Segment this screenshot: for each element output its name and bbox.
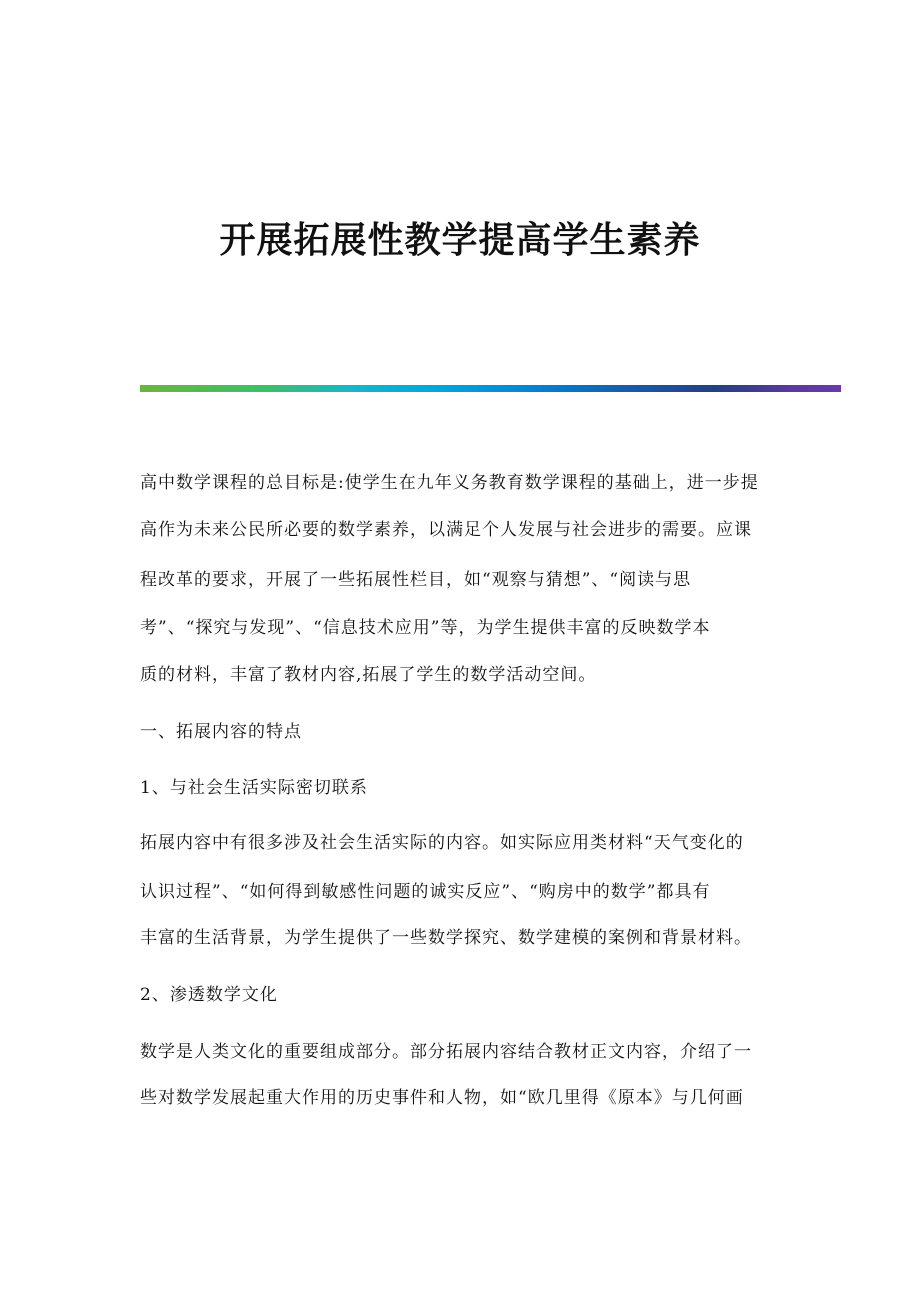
paragraph-line: 高中数学课程的总目标是:使学生在九年义务教育数学课程的基础上，进一步提 [140,473,759,493]
subsection-heading: 2、渗透数学文化 [140,985,278,1005]
paragraph-line: 程改革的要求，开展了一些拓展性栏目，如“观察与猜想”、“阅读与思 [140,570,692,590]
paragraph-line: 高作为未来公民所必要的数学素养，以满足个人发展与社会进步的需要。应课 [140,520,752,540]
paragraph-line: 些对数学发展起重大作用的历史事件和人物，如“欧几里得《原本》与几何画 [140,1088,744,1108]
paragraph-line: 考”、“探究与发现”、“信息技术应用”等，为学生提供丰富的反映数学本 [140,618,711,638]
document-title: 开展拓展性教学提高学生素养 [219,219,701,261]
gradient-divider [140,385,841,392]
paragraph-line: 质的材料，丰富了教材内容,拓展了学生的数学活动空间。 [140,665,597,685]
paragraph-line: 认识过程”、“如何得到敏感性问题的诚实反应”、“购房中的数学”都具有 [140,882,711,902]
paragraph-line: 数学是人类文化的重要组成部分。部分拓展内容结合教材正文内容，介绍了一 [140,1042,752,1062]
section-heading: 一、拓展内容的特点 [140,722,302,742]
subsection-heading: 1、与社会生活实际密切联系 [140,778,368,798]
paragraph-line: 丰富的生活背景，为学生提供了一些数学探究、数学建模的案例和背景材料。 [140,928,752,948]
paragraph-line: 拓展内容中有很多涉及社会生活实际的内容。如实际应用类材料“天气变化的 [140,833,744,853]
